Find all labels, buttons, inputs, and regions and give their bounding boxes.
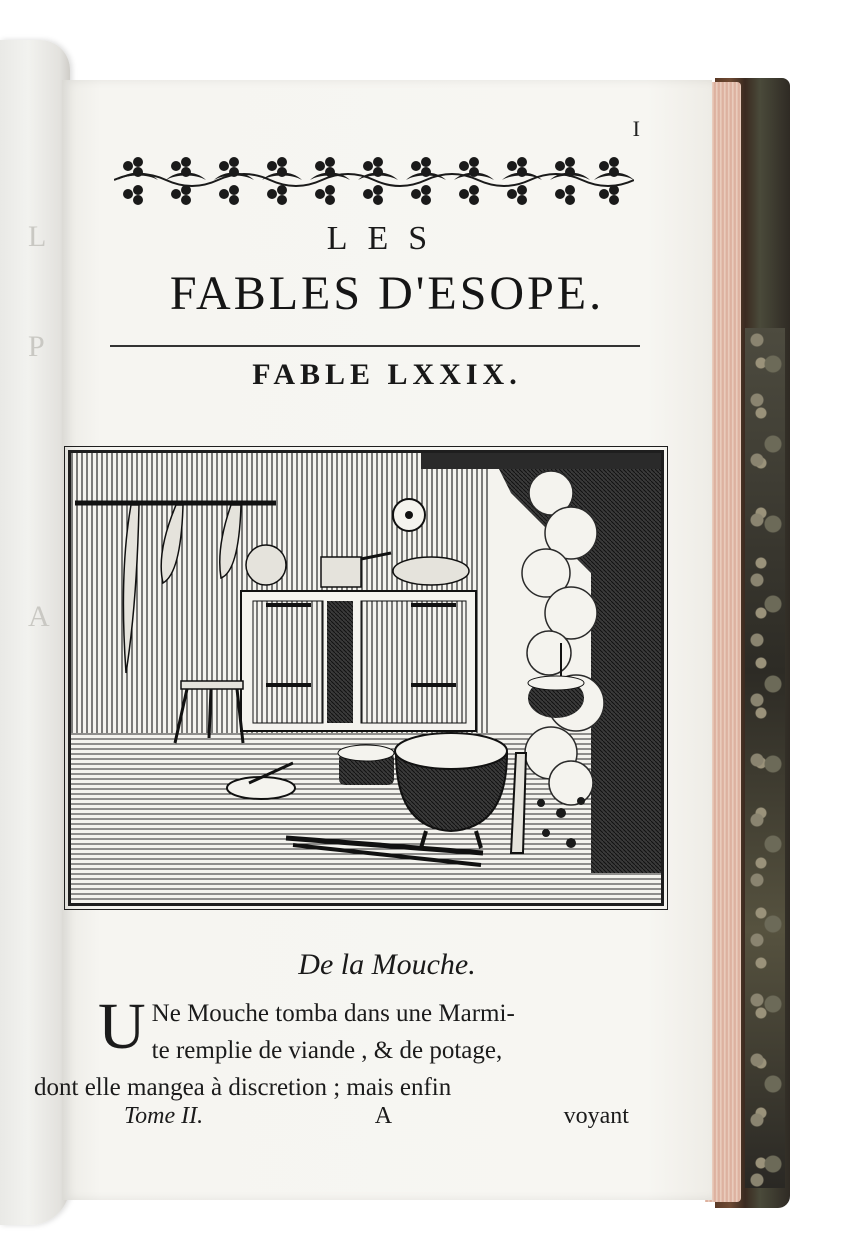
drop-cap: U xyxy=(98,990,146,1063)
catchword: voyant xyxy=(563,1103,629,1129)
show-through-mark: P xyxy=(28,330,45,363)
page-number: I xyxy=(632,116,640,141)
page-footer xyxy=(124,1103,629,1130)
fable-text xyxy=(34,990,633,1106)
book-page xyxy=(34,80,712,1200)
text-line: te remplie de viande , & de potage, xyxy=(151,1037,503,1064)
facing-page-left xyxy=(0,40,70,1225)
woodcut-illustration xyxy=(68,450,664,906)
decorative-headpiece xyxy=(114,152,634,208)
title-rule xyxy=(110,345,640,347)
fable-title: De la Mouche. xyxy=(298,948,476,981)
fable-number: FABLE LXXIX. xyxy=(252,358,522,391)
signature-mark: A xyxy=(374,1103,393,1129)
text-line: Ne Mouche tomba dans une Marmi- xyxy=(151,1000,515,1027)
title-article: LES xyxy=(326,220,448,257)
show-through-mark: A xyxy=(28,600,50,633)
text-line: dont elle mangea à discretion ; mais enfin xyxy=(34,1074,452,1101)
volume-mark: Tome II. xyxy=(124,1103,204,1129)
book-title: FABLES D'ESOPE. xyxy=(169,267,605,320)
show-through-mark: L xyxy=(28,220,47,253)
marbled-board xyxy=(745,328,785,1188)
